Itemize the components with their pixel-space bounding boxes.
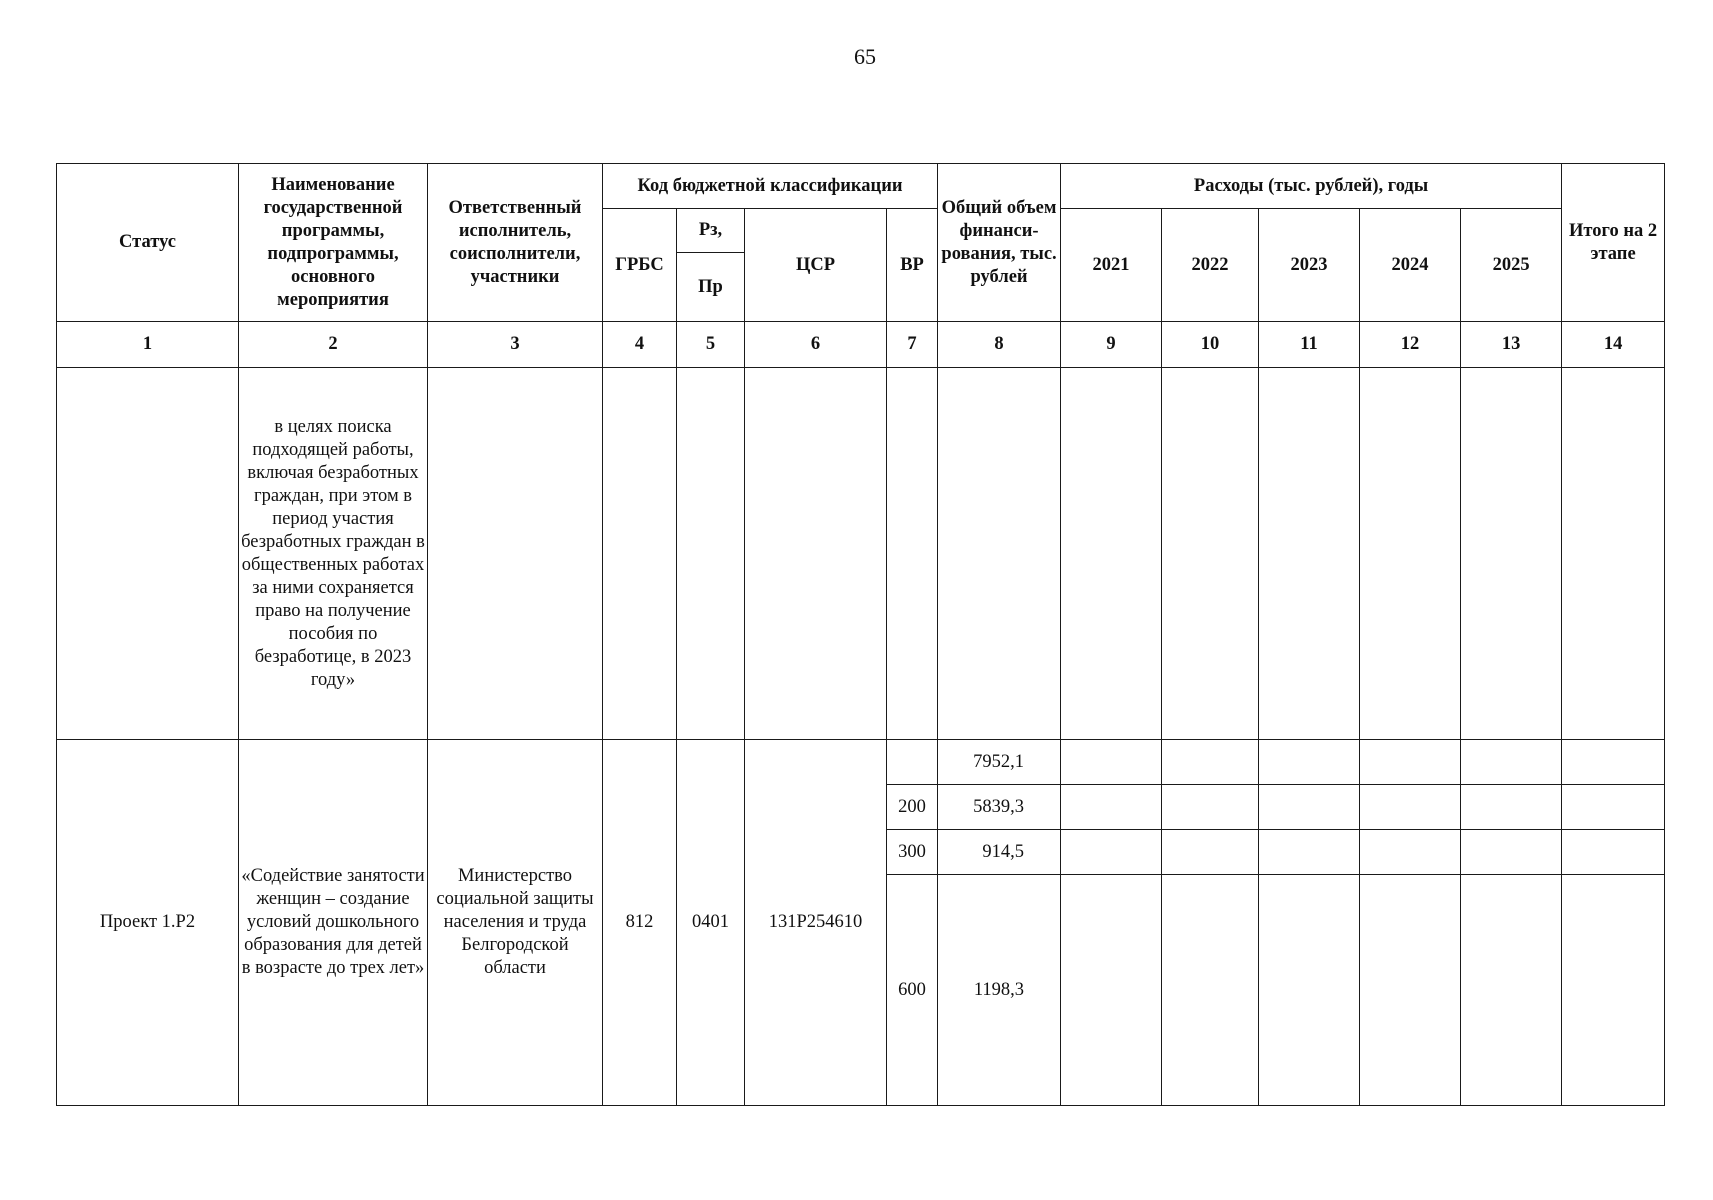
empty-cell (1360, 830, 1461, 875)
column-number: 14 (1562, 322, 1665, 368)
project-rzpr: 0401 (677, 740, 745, 1106)
project-executor: Министерство социальной защиты населения и труда Белгородской области (428, 740, 603, 1106)
project-row (57, 740, 1665, 785)
empty-cell (1461, 368, 1562, 740)
empty-cell (1259, 830, 1360, 875)
empty-cell (603, 368, 677, 740)
column-number: 8 (938, 322, 1061, 368)
project-vr: 300 (887, 830, 938, 875)
page-number: 65 (854, 44, 876, 69)
header-year-2022: 2022 (1162, 209, 1259, 322)
column-number: 12 (1360, 322, 1461, 368)
empty-cell (1562, 368, 1665, 740)
empty-cell (1061, 785, 1162, 830)
project-csr: 131Р254610 (745, 740, 887, 1106)
project-amount: 1198,3 (938, 875, 1061, 1106)
column-number: 1 (57, 322, 239, 368)
empty-cell (1061, 740, 1162, 785)
empty-cell (1461, 785, 1562, 830)
header-year-2021: 2021 (1061, 209, 1162, 322)
header-stage-total: Итого на 2 этапе (1562, 164, 1665, 322)
empty-cell (1562, 740, 1665, 785)
column-number: 13 (1461, 322, 1562, 368)
header-expenses: Расходы (тыс. рублей), годы (1061, 164, 1562, 209)
column-number: 9 (1061, 322, 1162, 368)
empty-cell (1461, 740, 1562, 785)
header-program-name: Наименование государственной программы, подпрограммы, основного мероприятия (239, 164, 428, 322)
project-amount: 914,5 (938, 830, 1061, 875)
empty-cell (745, 368, 887, 740)
empty-cell (1461, 830, 1562, 875)
empty-cell (938, 368, 1061, 740)
empty-cell (1360, 875, 1461, 1106)
empty-cell (1162, 368, 1259, 740)
project-vr: 600 (887, 875, 938, 1106)
empty-cell (887, 368, 938, 740)
column-number: 7 (887, 322, 938, 368)
header-pr: Пр (677, 253, 745, 322)
column-number: 10 (1162, 322, 1259, 368)
empty-cell (1259, 785, 1360, 830)
empty-cell (1162, 830, 1259, 875)
project-grbs: 812 (603, 740, 677, 1106)
empty-cell (1061, 368, 1162, 740)
continuation-row (57, 368, 1665, 740)
column-number: 5 (677, 322, 745, 368)
empty-cell (1061, 830, 1162, 875)
empty-cell (1061, 875, 1162, 1106)
continuation-name-text: в целях поиска подходящей работы, включая безработных граждан, при этом в период участия безработных граждан в общественных работах за ними сохраняется право на получение пособия по безработице, в 2023 году» (239, 368, 428, 740)
empty-cell (1562, 875, 1665, 1106)
project-vr (887, 740, 938, 785)
empty-cell (1360, 740, 1461, 785)
column-number: 6 (745, 322, 887, 368)
project-name: «Содействие занятости женщин – создание условий дошкольного образования для детей в возрасте до трех лет» (239, 740, 428, 1106)
header-year-2024: 2024 (1360, 209, 1461, 322)
header-executor: Ответственный исполнитель, соисполнители, участники (428, 164, 603, 322)
empty-cell (1461, 875, 1562, 1106)
project-amount: 7952,1 (938, 740, 1061, 785)
empty-cell (1562, 830, 1665, 875)
header-csr: ЦСР (745, 209, 887, 322)
header-status: Статус (57, 164, 239, 322)
empty-cell (1162, 740, 1259, 785)
budget-table (56, 163, 1665, 1106)
empty-cell (428, 368, 603, 740)
header-year-2025: 2025 (1461, 209, 1562, 322)
empty-cell (1360, 785, 1461, 830)
empty-cell (57, 368, 239, 740)
project-amount: 5839,3 (938, 785, 1061, 830)
header-rz: Рз, (677, 209, 745, 253)
header-year-2023: 2023 (1259, 209, 1360, 322)
header-total-volume: Общий объем финанси-рования, тыс. рублей (938, 164, 1061, 322)
empty-cell (1259, 368, 1360, 740)
project-status: Проект 1.Р2 (57, 740, 239, 1106)
column-number: 2 (239, 322, 428, 368)
column-number: 11 (1259, 322, 1360, 368)
header-budget-code: Код бюджетной классификации (603, 164, 938, 209)
column-number: 4 (603, 322, 677, 368)
empty-cell (1162, 785, 1259, 830)
header-vr: ВР (887, 209, 938, 322)
column-number-row (57, 322, 1665, 368)
header-grbs: ГРБС (603, 209, 677, 322)
empty-cell (1259, 740, 1360, 785)
empty-cell (1360, 368, 1461, 740)
empty-cell (1162, 875, 1259, 1106)
column-number: 3 (428, 322, 603, 368)
project-vr: 200 (887, 785, 938, 830)
empty-cell (1562, 785, 1665, 830)
empty-cell (677, 368, 745, 740)
empty-cell (1259, 875, 1360, 1106)
